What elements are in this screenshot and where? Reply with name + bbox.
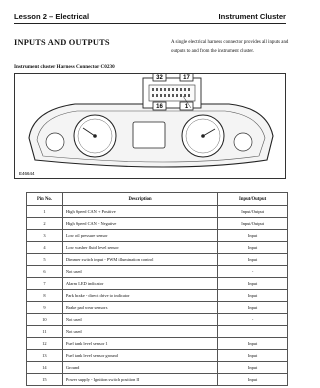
pin-io: Input: [218, 290, 288, 302]
table-row: [27, 278, 288, 290]
pin-io: -: [218, 314, 288, 326]
table-row: [27, 290, 288, 302]
pin-table: [26, 192, 288, 386]
pin-number: 13: [27, 350, 63, 362]
pin-description: Ground: [62, 362, 217, 374]
pin-description: Low washer fluid level sensor: [62, 242, 217, 254]
figure-caption: Instrument cluster Harness Connector C0230: [14, 64, 115, 70]
right-gauge: [182, 115, 224, 157]
pin-io: Input/Output: [218, 218, 288, 230]
table-row: [27, 266, 288, 278]
table-row: [27, 302, 288, 314]
pin-description: Not used: [62, 314, 217, 326]
pin-description: Not used: [62, 266, 217, 278]
section-title: INPUTS AND OUTPUTS: [14, 38, 110, 47]
column-header-pin: Pin No.: [27, 193, 63, 206]
pin-io: Input: [218, 362, 288, 374]
pin-number: 2: [27, 218, 63, 230]
pin-description: Power supply - Ignition switch position II: [62, 374, 217, 386]
pin-number: 5: [27, 254, 63, 266]
table-row: [27, 218, 288, 230]
table-row: [27, 314, 288, 326]
pin-description: Brake pad wear sensors: [62, 302, 217, 314]
column-header-description: Description: [62, 193, 217, 206]
pin-description: High Speed CAN - Negative: [62, 218, 217, 230]
small-gauge-right: [234, 133, 252, 151]
figure-id: E46644: [19, 171, 35, 176]
pin-number: 3: [27, 230, 63, 242]
table-header-row: [27, 193, 288, 206]
callout-32: 32: [156, 75, 163, 81]
pin-io: Input: [218, 242, 288, 254]
pin-io: [218, 326, 288, 338]
table-row: [27, 254, 288, 266]
pin-number: 12: [27, 338, 63, 350]
pin-description: Fuel tank level sensor 1: [62, 338, 217, 350]
pin-description: Low oil pressure sensor: [62, 230, 217, 242]
pin-io: Input: [218, 350, 288, 362]
pin-io: -: [218, 266, 288, 278]
pin-io: Input: [218, 302, 288, 314]
header-rule: [14, 23, 286, 24]
pin-description: High Speed CAN + Positive: [62, 206, 217, 218]
callout-17: 17: [183, 75, 190, 81]
table-row: [27, 206, 288, 218]
small-gauge-left: [46, 133, 64, 151]
table-row: [27, 362, 288, 374]
pin-io: Input: [218, 374, 288, 386]
callout-16: 16: [156, 104, 163, 110]
pin-number: 11: [27, 326, 63, 338]
left-gauge: [74, 115, 116, 157]
intro-paragraph: A single electrical harness connector provides all inputs and outputs to and from the instrument cluster.: [171, 40, 289, 54]
pin-number: 6: [27, 266, 63, 278]
pin-number: 15: [27, 374, 63, 386]
pin-description: Alarm LED indicator: [62, 278, 217, 290]
pin-io: Input: [218, 338, 288, 350]
pin-description: Not used: [62, 326, 217, 338]
pin-description: Park brake - direct drive to indicator: [62, 290, 217, 302]
pin-number: 8: [27, 290, 63, 302]
connector-figure: [14, 73, 286, 179]
callout-1: 1: [184, 104, 189, 110]
pin-number: 9: [27, 302, 63, 314]
pin-description: Fuel tank level sensor ground: [62, 350, 217, 362]
pin-description: Dimmer switch input - PWM illumination control: [62, 254, 217, 266]
topic-title: Instrument Cluster: [218, 12, 286, 21]
table-row: [27, 374, 288, 386]
pin-number: 4: [27, 242, 63, 254]
pin-number: 10: [27, 314, 63, 326]
pin-io: Input: [218, 230, 288, 242]
column-header-io: Input/Output: [218, 193, 288, 206]
instrument-cluster-illustration: [15, 74, 286, 179]
pin-io: Input: [218, 278, 288, 290]
table-row: [27, 326, 288, 338]
pin-io: Input: [218, 254, 288, 266]
table-row: [27, 230, 288, 242]
pin-io: Input/Output: [218, 206, 288, 218]
centre-display: [133, 122, 165, 148]
lesson-title: Lesson 2 – Electrical: [14, 12, 90, 21]
pin-number: 1: [27, 206, 63, 218]
page-header: [14, 12, 286, 26]
pin-number: 14: [27, 362, 63, 374]
table-row: [27, 242, 288, 254]
table-row: [27, 350, 288, 362]
table-row: [27, 338, 288, 350]
pin-number: 7: [27, 278, 63, 290]
